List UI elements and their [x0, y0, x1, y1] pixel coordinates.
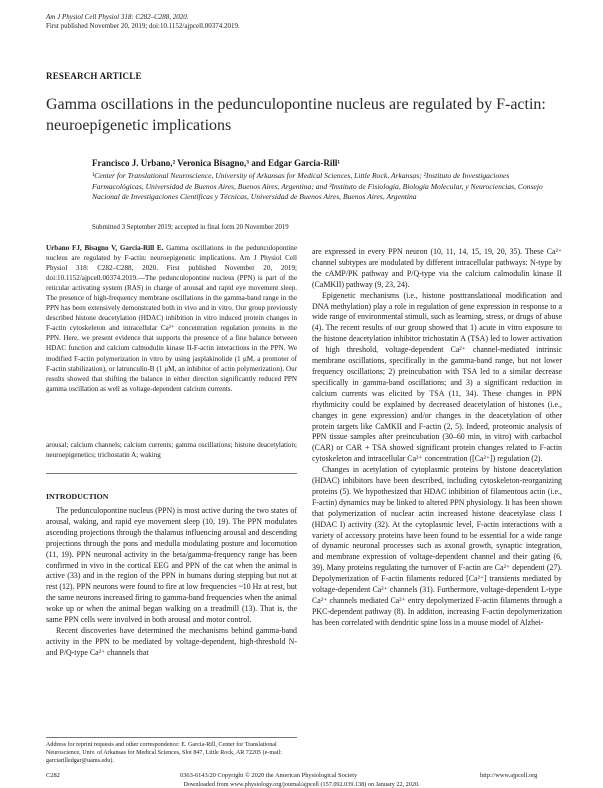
- affiliations: ¹Center for Translational Neuroscience, University of Arkansas for Medical Sciences, Little Rock, Arkansas; ²Instituto de Investigaciones Farmacológicas, Universidad de Buenos Aires, Buenos Aires, Argentina; and ³Instituto de Fisiología, Biología Molecular, y Neurociencias, Consejo Nacional de Investigaciones Científicas y Técnicas, Universidad de Buenos Aires, Buenos Aires, Argentina: [92, 171, 543, 202]
- publication-info: First published November 20, 2019; doi:10.1152/ajpcell.00374.2019.: [46, 22, 240, 30]
- article-title: Gamma oscillations in the pedunculopontine nucleus are regulated by F-actin: neuroepigenetic implications: [46, 96, 546, 134]
- paragraph: Recent discoveries have determined the mechanisms behind gamma-band activity in the PPN to be mediated by voltage-dependent, high-threshold N- and P/Q-type Ca²⁺ channels that: [46, 625, 297, 657]
- abstract-citation-authors: Urbano FJ, Bisagno V, Garcia-Rill E.: [46, 244, 164, 252]
- correspondence-footnote: Address for reprint requests and other correspondence: E. Garcia-Rill, Center for Translational Neuroscience, Univ. of Arkansas for Medical Sciences, Slot 847, Little Rock, AR 72205 (e-mail: garciarilledgar@uams.edu).: [46, 742, 282, 764]
- divider: [46, 473, 297, 474]
- abstract-body: Gamma oscillations in the pedunculopontine nucleus are regulated by F-actin: neuroepigenetic implications. Am J Physiol Cell Physiol 318: C282–C288, 2020. First published November 20, 2019; doi:10.1152/ajpcell.00374.2019.—The pedunculopontine nucleus (PPN) is part of the reticular activating system (RAS) in charge of arousal and rapid eye movement sleep. The presence of high-frequency membrane oscillations in the gamma-band range in the PPN has been extensively demonstrated both in vivo and in vitro. Our group previously described histone deacetylation (HDAC) inhibition in vitro induced protein changes in F-actin cytoskeleton and intracellular Ca²⁺ concentration regulation proteins in the PPN. Here, we present evidence that supports the presence of a fine balance between HDAC function and calcium calmodulin kinase II-F-actin interactions in the PPN. We modified F-actin polymerization in vitro by using jasplakinolide (1 μM, a promoter of F-actin stabilization), or latrunculin-B (1 μM, an inhibitor of actin polymerization). Our results showed that shifting the balance in either direction significantly reduced PPN gamma oscillation as well as voltage-dependent calcium currents.: [46, 244, 297, 393]
- download-notice: Downloaded from www.physiology.org/journal/ajpcell (157.092.039.138) on January 22, 2020.: [183, 781, 420, 788]
- journal-citation: Am J Physiol Cell Physiol 318: C282–C288, 2020.: [46, 13, 189, 21]
- footnote-divider: [46, 737, 297, 738]
- paragraph: are expressed in every PPN neuron (10, 11, 14, 15, 19, 20, 35). These Ca²⁺ channel subtypes are modulated by different intracellular pathways: N-type by the cAMP/PK pathway and P/Q-type via the calcium calmodulin kinase II (CaMKII) pathway (9, 23, 24).: [312, 247, 562, 289]
- right-column-text: [312, 247, 562, 629]
- article-type-label: RESEARCH ARTICLE: [46, 71, 142, 81]
- journal-url[interactable]: http://www.ajpcell.org: [480, 772, 538, 779]
- intro-heading: INTRODUCTION: [46, 492, 109, 501]
- keywords: arousal; calcium channels; calcium currents; gamma oscillations; histone deacetylation; neuroepigenetics; trichostatin A; waking: [46, 441, 297, 460]
- paragraph: The pedunculopontine nucleus (PPN) is most active during the two states of arousal, waking, and rapid eye movement sleep (10, 19). The PPN modulates ascending projections through the thalamus influencing arousal and descending projections through the pons and medulla modulating posture and locomotion (11, 19). PPN neuronal activity in the beta/gamma-frequency range has been confirmed in vivo in the cortical EEG and PPN of the cat when the animal is active (33) and in the region of the PPN in humans during stepping but not at rest (12). PPN neurons were found to fire at low frequencies ~10 Hz at rest, but the same neurons increased firing to gamma-band frequencies when the animal woke up or when the animal began walking on a treadmill (13). That is, the same PPN cells were involved in both arousal and motor control.: [46, 506, 297, 625]
- abstract: [46, 243, 297, 394]
- page-number: C282: [46, 772, 60, 779]
- intro-text: [46, 506, 297, 659]
- author-list: Francisco J. Urbano,² Veronica Bisagno,³ and Edgar Garcia-Rill¹: [92, 158, 341, 168]
- paragraph: Epigenetic mechanisms (i.e., histone posttranslational modification and DNA methylation) play a role in regulation of gene expression in response to a wide range of environmental stimuli, such as learning, stress, or drugs of abuse (4). The recent results of our group showed that 1) acute in vitro exposure to the histone deacetylation inhibitor trichostatin A (TSA) led to lower activation of high threshold, voltage-dependent Ca²⁺ channel-mediated intrinsic membrane oscillations, specifically in the gamma-band range, but not lower frequency oscillations; 2) preincubation with TSA led to a similar decrease specifically in gamma-band oscillations; and 3) a significant reduction in calcium currents was elicited by TSA (11, 34). These changes in PPN rhythmicity could be explained by decreased deacetylation of histones (i.e., changes in gene expression) and/or changes in the deacetylation of other protein targets like CaMKII and F-actin (2, 5). Indeed, proteomic analysis of PPN tissue samples after preincubation (30–60 min, in vitro) with carbachol (CAR) or CAR + TSA showed significant protein changes related to F-actin cytoskeleton and intracellular Ca²⁺ concentration ([Ca²⁺]) regulation (2).: [312, 290, 562, 464]
- copyright: 0363-6143/20 Copyright © 2020 the American Physiological Society: [180, 772, 358, 779]
- paragraph: Changes in acetylation of cytoplasmic proteins by histone deacetylation (HDAC) inhibitors have been described, including cytoskeleton-reorganizing proteins (5). We hypothesized that HDAC inhibition of filamentous actin (i.e., F-actin) dynamics may be linked to altered PPN physiology. It has been shown that polymerization of nuclear actin increased histone deacetylase class I (HDAC I) activity (32). At the cytoplasmic level, F-actin interactions with a variety of accessory proteins have been found to be essential for a wide range of dynamic neuronal processes such as axonal growth, synaptic integration, and membrane expression of voltage-dependent channel and their gating (6, 39). Many proteins regulating the turnover of F-actin are Ca²⁺ dependent (27). Depolymerization of F-actin filaments reduced [Ca²⁺] transients mediated by voltage-dependent Ca²⁺ channels (31). Furthermore, voltage-dependent L-type Ca²⁺ channels mediated Ca²⁺ entry depolymerized F-actin filaments through a PKC-dependent pathway (8). In addition, increasing F-actin depolymerization has been correlated with dendritic spine loss in a mouse model of Alzhei-: [312, 465, 562, 627]
- submission-dates: Submitted 3 September 2019; accepted in final form 20 November 2019: [92, 224, 289, 231]
